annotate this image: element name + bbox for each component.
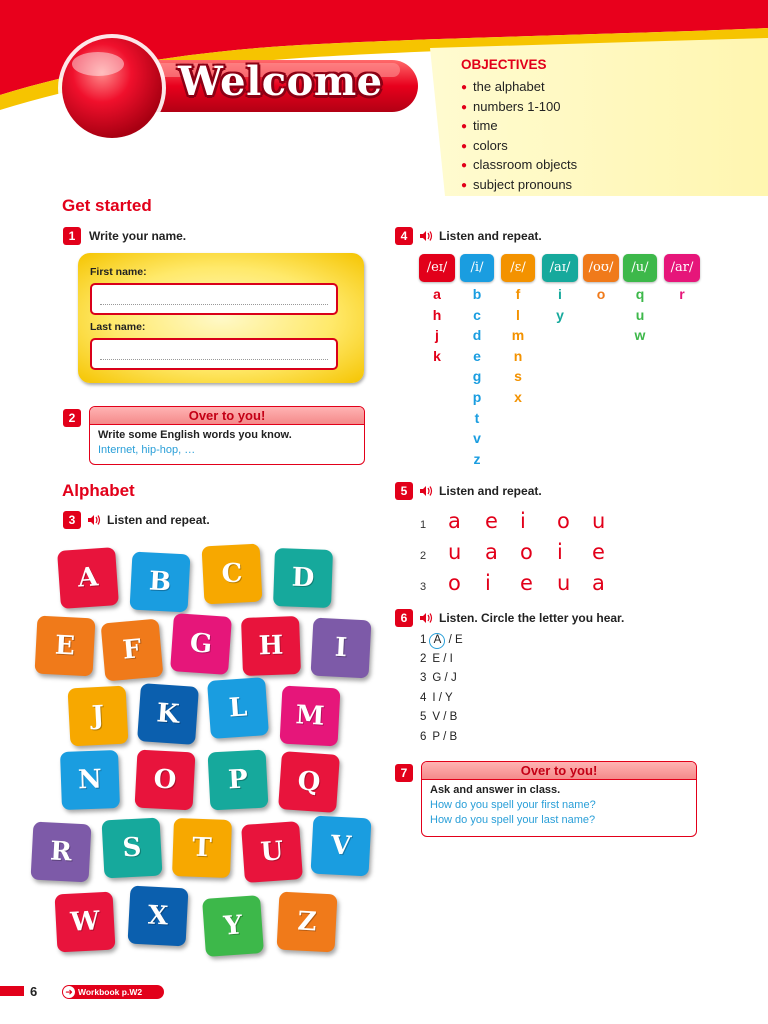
vowel-letter: u (592, 509, 606, 533)
letter-tile-c: C (202, 544, 263, 605)
exercise-1-instruction: Write your name. (89, 229, 187, 243)
vowel-row-number: 3 (420, 581, 427, 593)
letter-tile-k: K (137, 683, 199, 745)
audio-icon[interactable] (419, 612, 433, 624)
letter-tile-v: V (311, 816, 372, 877)
vowel-letter: u (448, 540, 462, 564)
over-to-you-box-7 (421, 761, 697, 837)
vowel-row-number: 1 (420, 519, 427, 531)
sound-0-header[interactable]: /eɪ/ (419, 254, 455, 282)
sound-3-letters: i y (556, 286, 564, 323)
exercise-6-instruction: Listen. Circle the letter you hear. (439, 611, 625, 625)
letter-tile-t: T (172, 818, 232, 878)
vowel-letter: e (485, 509, 498, 533)
objective-item: ● time (461, 118, 498, 133)
vowel-letter: o (520, 540, 533, 564)
choice-row[interactable]: 5 V / B (420, 711, 458, 723)
choice-row[interactable]: 2 E / I (420, 652, 453, 665)
choice-row[interactable]: 6 P / B (420, 730, 458, 743)
choice-row[interactable]: 4 I / Y (420, 691, 453, 704)
vowel-letter: u (557, 571, 571, 595)
letter-tile-u: U (241, 821, 303, 883)
page-title: Welcome (178, 58, 383, 105)
exercise-number-5: 5 (395, 482, 413, 500)
exercise-4-instruction: Listen and repeat. (439, 229, 542, 243)
objective-item: ● colors (461, 137, 508, 153)
sound-5-letters: q u w (634, 286, 646, 344)
choice-row[interactable]: 1 A / E (420, 633, 463, 649)
sound-2-letters: f l m n s x (511, 286, 525, 405)
letter-tile-l: L (207, 677, 269, 739)
choice-row[interactable]: 3 G / J (420, 672, 457, 684)
section-title-get-started: Get started (62, 196, 152, 215)
exercise-number-4: 4 (395, 227, 413, 245)
audio-icon[interactable] (87, 514, 101, 526)
letter-tile-y: Y (202, 895, 264, 957)
vowel-letter: i (520, 509, 526, 533)
objective-item: ● the alphabet (461, 79, 545, 94)
sound-6-header[interactable]: /ar/ (664, 254, 700, 282)
last-name-field[interactable] (90, 338, 338, 370)
exercise-number-2: 2 (63, 409, 81, 427)
objective-item: ● subject pronouns (461, 176, 573, 192)
letter-tile-g: G (170, 613, 232, 675)
vowel-row-number: 2 (420, 550, 427, 562)
over-to-you-box-2 (89, 406, 365, 465)
sound-1-header[interactable]: /i/ (460, 254, 494, 282)
circled-answer: A (429, 633, 445, 649)
vowel-letter: i (485, 571, 491, 595)
workbook-link[interactable]: Workbook p.W2 (62, 985, 164, 999)
letter-tile-p: P (208, 750, 269, 811)
vowel-letter: a (448, 509, 461, 533)
letter-tile-i: I (311, 618, 372, 679)
exercise-7-question-1: How do you spell your first name? (430, 799, 596, 811)
vowel-letter: e (520, 571, 533, 595)
footer-bar (0, 986, 24, 996)
sound-6-letters: r (679, 286, 685, 302)
sound-1-letters: b c d e g p t v z (472, 286, 482, 467)
audio-icon[interactable] (419, 485, 433, 497)
letter-tile-f: F (101, 619, 164, 682)
vowel-letter: e (592, 540, 605, 564)
letter-tile-n: N (60, 750, 120, 810)
vowel-letter: a (485, 540, 498, 564)
exercise-3-instruction: Listen and repeat. (107, 513, 210, 527)
exercise-number-6: 6 (395, 609, 413, 627)
last-name-label: Last name: (90, 321, 146, 333)
arrow-right-icon: ➜ (63, 986, 75, 998)
objective-item: ● classroom objects (461, 157, 578, 172)
sound-4-header[interactable]: /oʊ/ (583, 254, 619, 282)
page-number: 6 (30, 984, 38, 999)
objectives-title: OBJECTIVES (461, 57, 547, 72)
letter-tile-o: O (135, 750, 196, 811)
letter-tile-j: J (68, 686, 129, 747)
letter-tile-a: A (57, 547, 119, 609)
header-banner (0, 0, 768, 200)
over-to-you-heading: Over to you! (422, 762, 696, 780)
over-to-you-heading: Over to you! (90, 407, 364, 425)
audio-icon[interactable] (419, 230, 433, 242)
letter-tile-w: W (55, 892, 116, 953)
exercise-number-3: 3 (63, 511, 81, 529)
letter-tile-b: B (130, 552, 191, 613)
exercise-2-example: Internet, hip-hop, … (98, 444, 196, 456)
letter-tile-z: Z (277, 892, 338, 953)
letter-tile-s: S (102, 818, 163, 879)
sound-5-header[interactable]: /u/ (623, 254, 657, 282)
exercise-5-instruction: Listen and repeat. (439, 484, 542, 498)
exercise-number-7: 7 (395, 764, 413, 782)
vowel-letter: o (557, 509, 570, 533)
letter-tile-m: M (280, 686, 341, 747)
exercise-number-1: 1 (63, 227, 81, 245)
letter-tile-q: Q (278, 751, 340, 813)
exercise-7-prompt: Ask and answer in class. (430, 784, 561, 796)
vowel-letter: i (557, 540, 563, 564)
objectives-list (461, 78, 577, 195)
letter-tile-e: E (35, 616, 96, 677)
exercise-7-question-2: How do you spell your last name? (430, 814, 596, 826)
objective-item: ● numbers 1-100 (461, 98, 561, 114)
first-name-label: First name: (90, 266, 147, 278)
vowel-letter: a (592, 571, 605, 595)
letter-tile-h: H (241, 616, 301, 676)
exercise-2-prompt: Write some English words you know. (98, 429, 292, 441)
first-name-field[interactable] (90, 283, 338, 315)
letter-tile-x: X (128, 886, 189, 947)
letter-tile-d: D (273, 548, 333, 608)
section-title-alphabet: Alphabet (62, 481, 135, 500)
letter-tile-r: R (31, 822, 92, 883)
vowel-letter: o (448, 571, 461, 595)
sound-2-header[interactable]: /ɛ/ (501, 254, 535, 282)
sound-4-letters: o (596, 286, 606, 302)
sound-3-header[interactable]: /aɪ/ (542, 254, 578, 282)
sound-0-letters: a h j k (432, 286, 442, 364)
